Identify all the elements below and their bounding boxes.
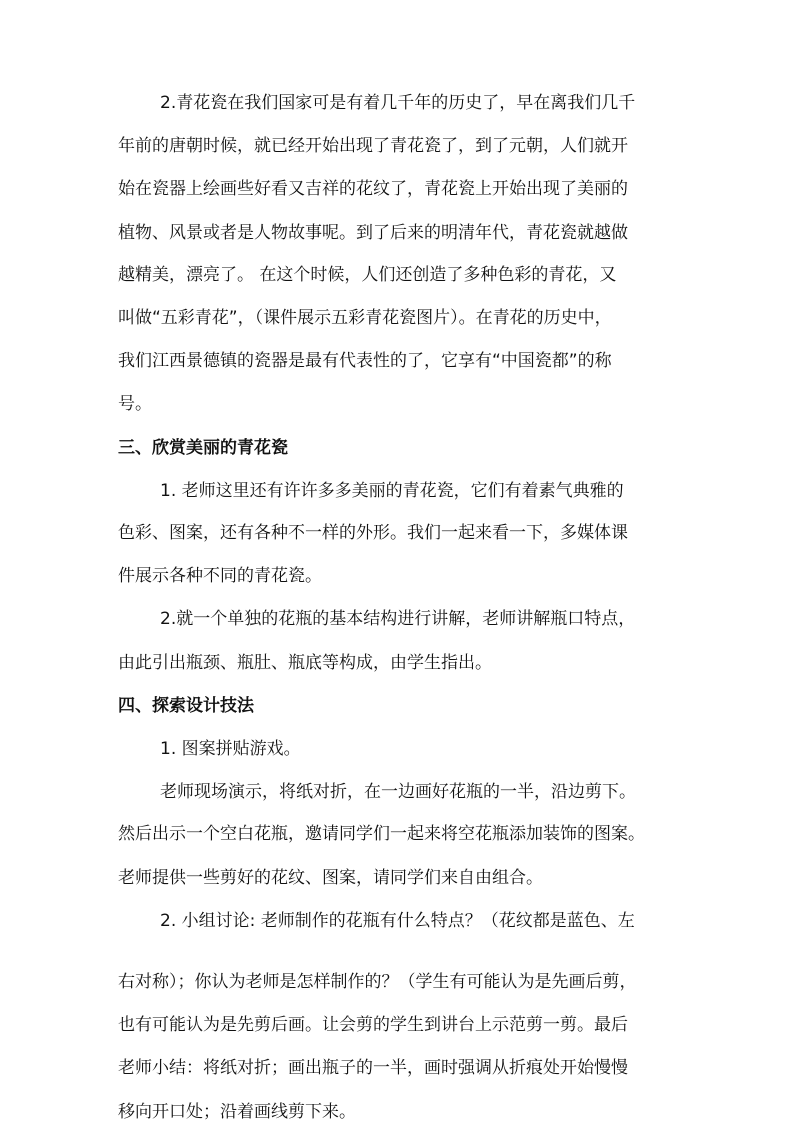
paragraph-line: 件展示各种不同的青花瓷。 — [118, 566, 322, 586]
paragraph-line: 移向开口处；沿着画线剪下来。 — [118, 1102, 356, 1122]
paragraph-line: 1. 图案拼贴游戏。 — [160, 739, 301, 759]
paragraph-line: 然后出示一个空白花瓶，邀请同学们一起来将空花瓶添加装饰的图案。 — [118, 824, 645, 844]
paragraph-line: 老师提供一些剪好的花纹、图案，请同学们来自由组合。 — [118, 868, 543, 888]
paragraph-line: 1. 老师这里还有许许多多美丽的青花瓷，它们有着素气典雅的 — [160, 481, 624, 501]
paragraph-line: 2.青花瓷在我们国家可是有着几千年的历史了，早在离我们几千 — [160, 93, 636, 113]
paragraph-line: 老师小结：将纸对折；画出瓶子的一半，画时强调从折痕处开始慢慢 — [118, 1058, 628, 1078]
paragraph-line: 色彩、图案，还有各种不一样的外形。我们一起来看一下，多媒体课 — [118, 523, 628, 543]
paragraph-line: 2.就一个单独的花瓶的基本结构进行讲解，老师讲解瓶口特点， — [160, 609, 636, 629]
paragraph-line: 右对称）；你认为老师是怎样制作的？（学生有可能认为是先画后剪， — [118, 972, 637, 992]
paragraph-line: 越精美，漂亮了。 在这个时候，人们还创造了多种色彩的青花，又 — [118, 265, 617, 285]
paragraph-line: 由此引出瓶颈、瓶肚、瓶底等构成，由学生指出。 — [118, 653, 492, 673]
paragraph-line: 植物、风景或者是人物故事呢。到了后来的明清年代，青花瓷就越做 — [118, 223, 628, 243]
paragraph-line: 号。 — [118, 394, 152, 414]
paragraph-line: 我们江西景德镇的瓷器是最有代表性的了，它享有“中国瓷都”的称 — [118, 351, 612, 371]
paragraph-line: 始在瓷器上绘画些好看又吉祥的花纹了，青花瓷上开始出现了美丽的 — [118, 179, 628, 199]
section-heading: 四、探索设计技法 — [118, 696, 254, 716]
section-heading: 三、欣赏美丽的青花瓷 — [118, 438, 288, 458]
paragraph-line: 老师现场演示，将纸对折，在一边画好花瓶的一半，沿边剪下。 — [160, 782, 636, 802]
paragraph-line: 2. 小组讨论: 老师制作的花瓶有什么特点？（花纹都是蓝色、左 — [160, 911, 635, 931]
paragraph-line: 叫做“五彩青花”，（课件展示五彩青花瓷图片）。在青花的历史中， — [118, 308, 612, 328]
paragraph-line: 年前的唐朝时候，就已经开始出现了青花瓷了，到了元朝，人们就开 — [118, 136, 628, 156]
paragraph-line: 也有可能认为是先剪后画。让会剪的学生到讲台上示范剪一剪。最后 — [118, 1015, 628, 1035]
